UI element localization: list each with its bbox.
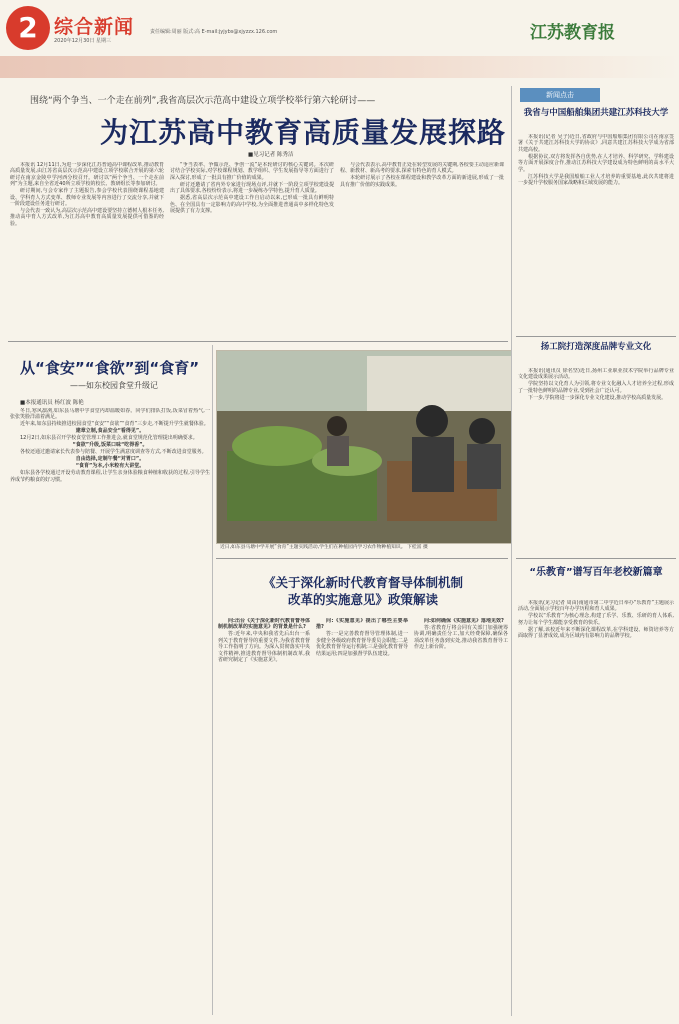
policy-answer: 答:近年来,中央和我省先后出台一系列关于教育督导的重要文件,为我省教育督导工作指明了方向。为深入贯彻落实中央文件精神,推进教育督导体制机制改革,我省研究制定了《实施意见》。 [218,631,310,664]
main-article-col3 [340,162,504,337]
main-para: 与会代表表示,高中教育正处在转型发展的关键期,各校要主动适应新课程、新教材、新高考的要求,探索有特色的育人模式。 [340,162,504,175]
main-headline: 为江苏高中教育高质量发展探路 [100,116,507,149]
feature-para: 冬日,寒风凛冽,如东县马塘中学食堂内却温暖如春。同学们排队打饭,饭菜冒着热气,一张张笑脸洋溢着满足。 [10,408,210,421]
policy-answer: 答:一是完善教育督导管理体制,进一步健全各级政府教育督导委员会职能;二是优化教育督导运行机制;三是强化教育督导结果运用;四是加强督学队伍建设。 [316,631,408,657]
feature-headline: 从“食安”“食欲”到“食育” [20,359,200,377]
feature-para: 自由选择,定制午餐“对胃口”。 [75,456,145,463]
sidebar-para: 本报讯(通讯员 徐名坚)近日,扬州工业职业技术学院举行品牌专业文化建设成果展示活动。 [518,368,674,381]
sidebar-news1-title: 我省与中国船舶集团共建江苏科技大学 [523,108,669,118]
sidebar-para: 本报讯(见习记者 周由)南通市第二中学近日举办“乐教育”主题展示活动,全面展示学校百年办学历程和育人成果。 [518,600,674,613]
divider [216,558,508,559]
header-ribbon [0,56,679,78]
divider [8,341,508,342]
main-para: 本轮研讨展示了各校在课程建设和教学改革方面的新进展,形成了一批具有推广价值的实践成果。 [340,175,504,188]
policy-question: 问:如何确保《实施意见》落地见效? [424,618,504,624]
policy-col2 [316,618,408,1014]
sidebar-tag: 新闻点击 [520,88,600,102]
kicker-headline: 围绕“两个争当、一个走在前列”,我省高层次示范高中建设立项学校举行第六轮研讨—— [30,96,376,106]
main-article-col2 [170,162,334,337]
feature-para: 近年来,如东县持续推进校园食堂“食安”“食欲”“食育”三步走,不断提升学生就餐体验。 [20,421,209,428]
section-title: 综合新闻 [54,16,135,38]
main-para: 研讨期间,与会专家作了主题报告,参会学校代表围绕课程基地建设、学科育人方式变革、教师专业发展等内容进行了交流分享,并就下一阶段建设任务进行研讨。 [10,188,164,208]
sidebar-para: 下一步,学院将进一步深化专业文化建设,推动学校高质量发展。 [528,394,667,401]
policy-headline [218,574,508,608]
policy-question: 问:出台《关于深化新时代教育督导体制机制改革的实施意见》的背景是什么? [218,618,310,631]
sidebar-para: 江苏科技大学是我国船舶工业人才培养的重要基地,此次共建将进一步提升学校服务国家战略和区域发展的能力。 [518,173,674,187]
feature-para: 各校还通过邀请家长代表参与陪餐、开展学生满意度调查等方式,不断改进食堂服务。 [20,449,207,456]
policy-col3 [414,618,508,1014]
main-para: 据悉,省高层次示范高中建设工作自启动以来,已形成一批具有鲜明特色、在全国具有一定影响力的高中学校,为全面推进普通高中多样化特色发展提供了有力支撑。 [170,195,334,215]
policy-question: 问:《实施意见》提出了哪些主要举措? [316,618,408,631]
main-para: 本报讯 12月11日,为进一步深化江苏普通高中课程改革,推动教育高质量发展,由江苏省高层次示范高中建设立项学校联合开展的第六轮研讨在南京金陵中学河西分校召开。研讨以“两个争当、一个走在前列”为主题,来自全省近40所立项学校的校长、教研组长等参加研讨。 [10,162,164,188]
sidebar-para: 据了解,该校近年来不断深化课程改革,在学科建设、师资培养等方面取得了显著成效,成为区域内有影响力的品牌学校。 [518,626,674,640]
newspaper-logo: 江苏教育报 [530,23,615,43]
feature-para: “食欲”升级,饭菜口味“吃得香”。 [72,442,148,449]
editor-info: 责任编辑:周丽 版式:高 E-mail:jyjybs@xjyzzx.126.com [150,29,278,35]
main-byline: ■见习记者 陈秀洁 [248,152,294,158]
issue-date: 2020年12月30日 星期三 [54,38,112,44]
feature-subtitle: ——如东校园食堂升级记 [70,381,158,390]
main-para: 与会代表一致认为,高层次示范高中建设要坚持立德树人根本任务,推动高中育人方式改革,为江苏高中教育高质量发展提供可借鉴的经验。 [10,208,164,227]
column-divider [212,345,213,1015]
news-photo [216,350,512,544]
sidebar-divider [511,86,512,1016]
feature-para: 12月2日,如东县召开学校食堂管理工作推进会,就食堂规范化管理提出明确要求。 [20,435,198,442]
sidebar-news3-body [518,600,674,1014]
divider [516,336,676,337]
sidebar-para: 学院坚持以文化育人为引领,将专业文化融入人才培养全过程,形成了一批特色鲜明的品牌专业,受到社会广泛认可。 [518,381,674,394]
main-article-col1 [10,162,164,337]
photo-garden-scene [217,351,511,543]
policy-answer: 答:省教育厅将会同有关部门加强统筹协调,明确责任分工,加大经费保障,确保各项改革任务落到实处,推动我省教育督导工作迈上新台阶。 [414,625,508,651]
sidebar-news3-title: “乐教育”谱写百年老校新篇章 [529,567,663,578]
page-number: 2 [6,6,50,50]
sidebar-para: 本报讯(记者 吴子)近日,省政府与中国船舶集团有限公司在南京签署《关于共建江苏科技大学的协议》,同意共建江苏科技大学成为省部共建高校。 [518,134,674,153]
sidebar-news2-body [518,368,674,538]
feature-para: “食育”为本,小米粒有大讲堂。 [75,463,145,470]
sidebar-news2-title: 扬工院打造深度品牌专业文化 [540,342,652,352]
sidebar-para: 学校以“乐教育”为核心理念,构建了乐学、乐教、乐研的育人体系,努力让每个学生都能享受教育的快乐。 [518,613,674,626]
divider [516,558,676,559]
policy-col1 [218,618,310,1014]
feature-body [10,408,210,1008]
feature-byline: ■本报通讯员 杨红波 陈艳 [20,400,84,406]
policy-headline-line1: 《关于深化新时代教育督导体制机制 [262,575,463,590]
masthead [0,0,679,86]
feature-para: 如东县各学校通过开设劳动教育课程,让学生亲身体验粮食种植和收获的过程,引导学生养成节约粮食的好习惯。 [10,470,210,483]
feature-para: 建章立制,食品安全“看得见”。 [75,428,145,435]
sidebar-news1-body [518,134,674,334]
sidebar-para: 根据协议,双方将发挥各自优势,在人才培养、科学研究、学科建设等方面开展深度合作,推动江苏科技大学建设成为特色鲜明的高水平大学。 [518,153,674,173]
policy-headline-line2: 改革的实施意见》政策解读 [287,592,438,607]
main-para: 研讨还邀请了省内外专家进行现场点评,并就下一阶段立项学校建设提出了具体要求,各校纷纷表示,将进一步凝练办学特色,提升育人质量。 [170,181,334,195]
main-para: “争当表率、争做示范、争创一流”是本轮研讨的核心关键词。本次研讨结合学校实际,对学校课程规划、教学组织、学生发展指导等方面进行了深入探讨,形成了一批具有推广价值的成果。 [170,162,334,181]
photo-caption: 近日,如东县马塘中学开展“食育”主题实践活动,学生们在种植园内学习农作物种植知识。 下桂富 摄 [220,545,428,550]
